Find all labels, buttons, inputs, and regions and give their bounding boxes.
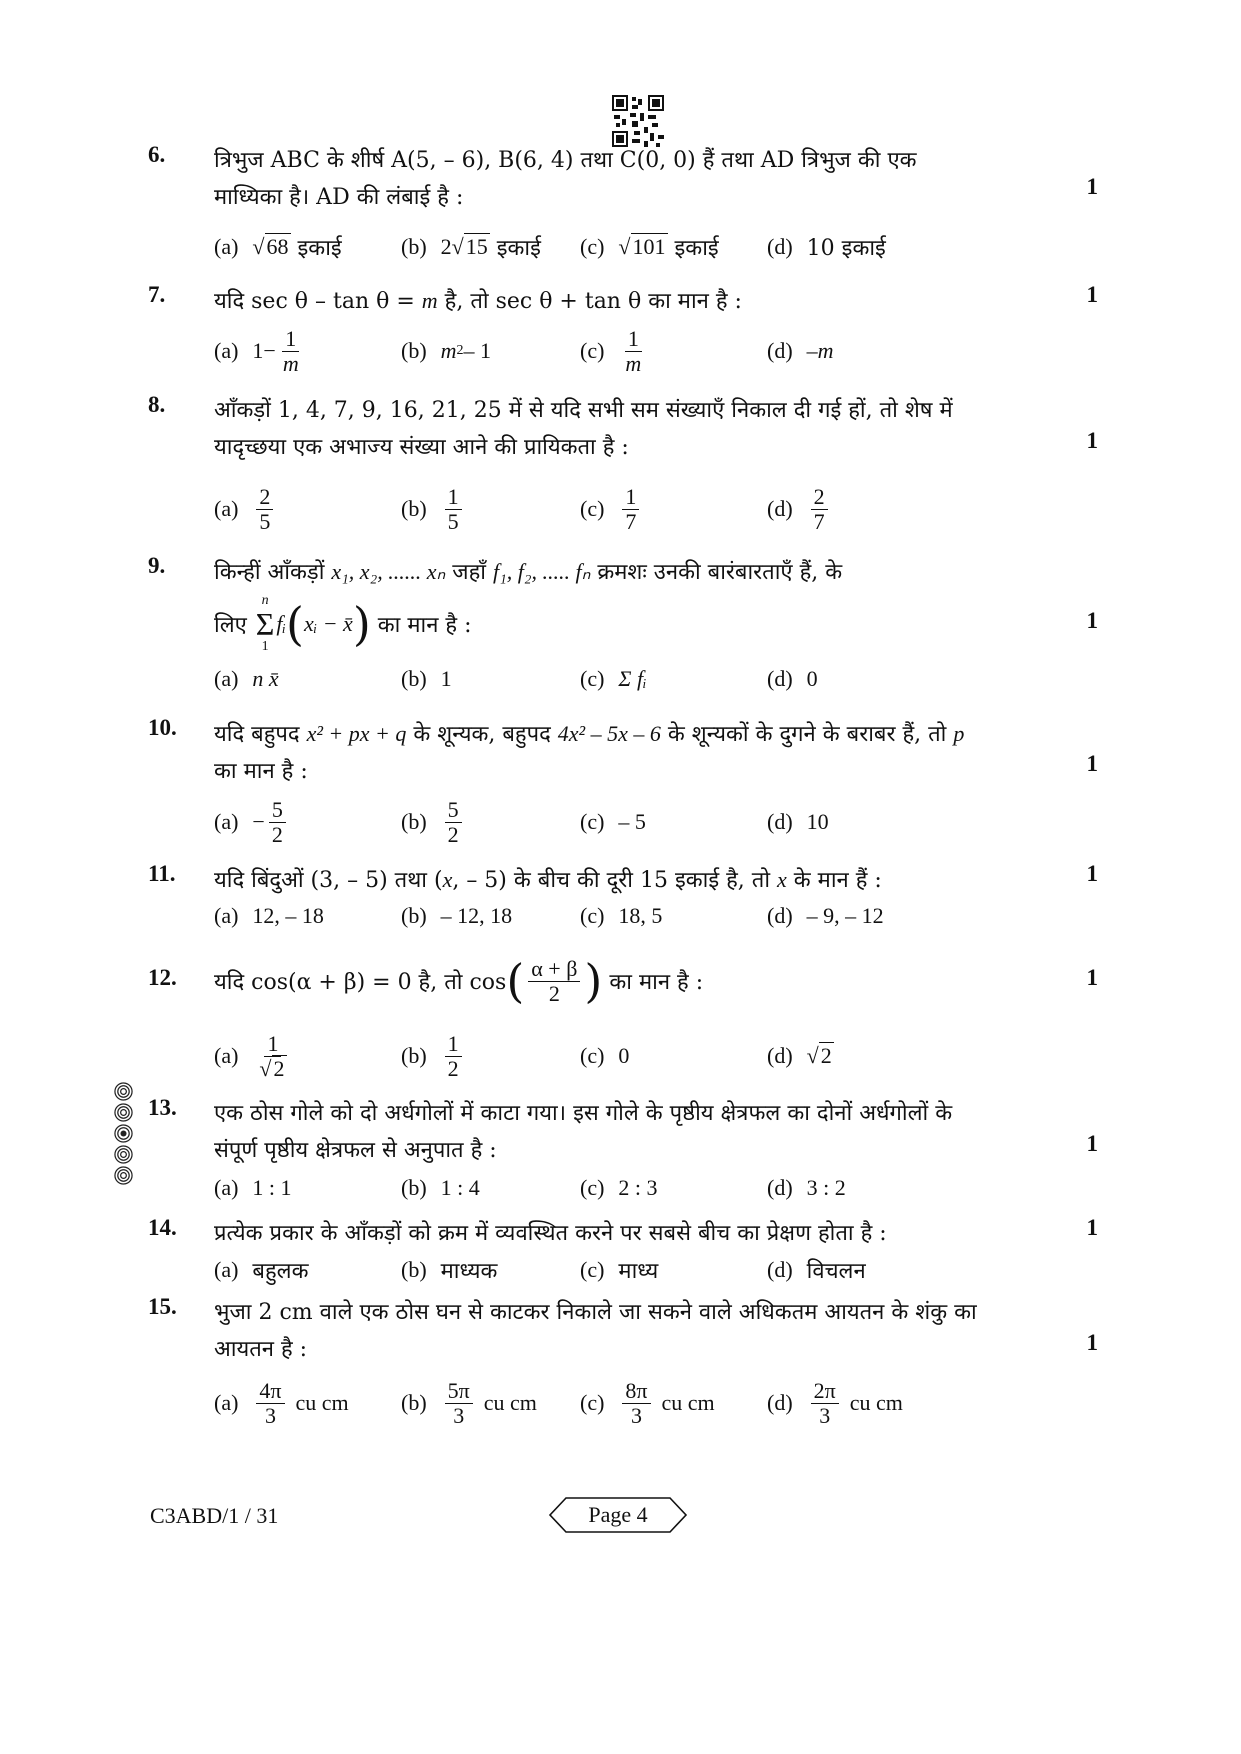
option-d: (d) 10 इकाई <box>767 234 886 261</box>
option-d: (d) $\frac{2\pi}{3}$ cu cm <box>767 1378 903 1428</box>
option-c: (c) $\frac{1}{m}$ <box>580 320 648 382</box>
option-d: (d) – m <box>767 338 834 363</box>
spiral-icon <box>114 1103 133 1122</box>
options <box>214 478 1114 540</box>
options <box>214 1167 1114 1209</box>
spiral-icon <box>114 1166 133 1185</box>
qr-code <box>612 95 664 147</box>
options <box>214 895 1114 937</box>
question-8 <box>148 392 1098 542</box>
question-number: 15. <box>148 1294 177 1319</box>
option-d: (d) $\frac{2}{7}$ <box>767 478 832 540</box>
fraction: $\frac{1}{√2}$ <box>259 1031 285 1081</box>
option-c: (c) $\frac{1}{7}$ <box>580 478 643 540</box>
option-c: (c) – 5 <box>580 809 646 834</box>
option-c: (c) $\frac{8\pi}{3}$ cu cm <box>580 1378 715 1428</box>
question-text: यदि sec θ – tan θ = m है, तो sec θ + tan θ का मान है : <box>214 288 742 314</box>
question-number: 9. <box>148 553 166 578</box>
option-a: (a) − $\frac{5}{2}$ <box>214 791 290 853</box>
fraction: $\frac{1}{m}$ <box>282 326 299 376</box>
fraction: $\frac{2\pi}{3}$ <box>811 1379 839 1426</box>
question-number: 11. <box>148 861 176 886</box>
fraction: $\frac{1}{m}$ <box>625 326 642 376</box>
option-a: (a) 1 : 1 <box>214 1175 292 1200</box>
question-text: भुजा 2 cm वाले एक ठोस घन से काटकर निकाले जा सकने वाले अधिकतम आयतन के शंकु का आयतन है : <box>214 1300 977 1362</box>
options <box>214 791 1114 853</box>
option-c: (c) 0 <box>580 1043 630 1068</box>
question-9 <box>148 553 1098 708</box>
question-text: यदि बिंदुओं (3, – 5) तथा (x, – 5) के बीच की दूरी 15 इकाई है, तो x के मान हैं : <box>214 867 882 893</box>
spiral-icon <box>114 1124 133 1143</box>
question-12 <box>148 945 1098 1085</box>
option-b: (b) $\frac{5\pi}{3}$ cu cm <box>401 1378 537 1428</box>
question-number: 13. <box>148 1095 177 1120</box>
option-c: (c) Σ fᵢ <box>580 666 647 691</box>
paper-code: C3ABD/1 / 31 <box>150 1503 279 1528</box>
marks: 1 <box>1086 1215 1098 1240</box>
option-b: (b) 2 √15 इकाई <box>401 234 541 261</box>
option-b: (b) – 12, 18 <box>401 903 513 928</box>
marks: 1 <box>1086 1131 1098 1156</box>
option-d: (d) 3 : 2 <box>767 1175 846 1200</box>
fraction: $\frac{8\pi}{3}$ <box>622 1379 650 1426</box>
marks: 1 <box>1086 428 1098 453</box>
option-a: (a) $\frac{1}{√2}$ <box>214 1023 294 1089</box>
spiral-icon <box>114 1145 133 1164</box>
fraction: $\frac{2}{7}$ <box>811 485 828 532</box>
sqrt: √68 <box>252 234 289 259</box>
option-b: (b) 1 : 4 <box>401 1175 480 1200</box>
question-number: 8. <box>148 392 166 417</box>
options <box>214 1372 1114 1434</box>
question-7 <box>148 282 1098 392</box>
question-13 <box>148 1095 1098 1205</box>
option-d: (d) – 9, – 12 <box>767 903 884 928</box>
page-number: Page 4 <box>588 1502 648 1527</box>
options <box>214 1023 1114 1089</box>
question-14 <box>148 1215 1098 1293</box>
option-d: (d) विचलन <box>767 1257 866 1284</box>
page-number-badge <box>548 1494 688 1536</box>
option-b: (b) माध्यक <box>401 1257 498 1284</box>
option-a: (a) √68 इकाई <box>214 234 342 261</box>
marks: 1 <box>1086 174 1098 199</box>
question-text: आँकड़ों 1, 4, 7, 9, 16, 21, 25 में से यदि सभी सम संख्याएँ निकाल दी गई हों, तो शेष में यादृच्छया एक अभाज्य संख्या आने की प्रायिकता है : <box>214 398 953 460</box>
summation: n Σ 1 <box>255 593 275 654</box>
question-text: प्रत्येक प्रकार के आँकड़ों को क्रम में व्यवस्थित करने पर सबसे बीच का प्रेक्षण होता है : <box>214 1221 887 1246</box>
options <box>214 658 1114 700</box>
marks: 1 <box>1086 1330 1098 1355</box>
question-10 <box>148 715 1098 855</box>
question-number: 6. <box>148 142 166 167</box>
question-text: यदि cos(α + β) = 0 है, तो cos ( $\frac{\alpha + \beta}{2}$ ) का मान है : <box>214 954 704 1008</box>
question-number: 14. <box>148 1215 177 1240</box>
marks: 1 <box>1086 751 1098 776</box>
marks: 1 <box>1086 965 1098 990</box>
fraction: $\frac{1}{2}$ <box>445 1032 462 1079</box>
question-6 <box>148 142 1098 267</box>
option-a: (a) $\frac{4\pi}{3}$ cu cm <box>214 1378 349 1428</box>
options <box>214 1249 1114 1291</box>
fraction: $\frac{4\pi}{3}$ <box>256 1379 284 1426</box>
option-a: (a) 1− $\frac{1}{m}$ <box>214 320 306 382</box>
question-text: यदि बहुपद x² + px + q के शून्यक, बहुपद 4x² – 5x – 6 के शून्यकों के दुगने के बराबर हैं, तो p का मान है : <box>214 721 965 784</box>
fraction: $\frac{5}{2}$ <box>269 798 286 845</box>
options <box>214 222 1114 272</box>
option-d: (d) 10 <box>767 809 829 834</box>
option-d: (d) 0 <box>767 666 818 691</box>
option-a: (a) n x̄ <box>214 666 279 691</box>
option-a: (a) 12, – 18 <box>214 903 324 928</box>
question-text: एक ठोस गोले को दो अर्धगोलों में काटा गया। इस गोले के पृष्ठीय क्षेत्रफल का दोनों अर्धगोलों के संपूर्ण पृष्ठीय क्षेत्रफल से अनुपात है : <box>214 1101 953 1163</box>
question-11 <box>148 861 1098 941</box>
option-b: (b) $\frac{1}{2}$ <box>401 1023 466 1089</box>
margin-spirals <box>114 1082 136 1187</box>
question-15 <box>148 1294 1098 1444</box>
summation-line: लिए n Σ 1 fᵢ ( xᵢ − x̄ ) का मान है : <box>214 593 472 654</box>
fraction: $\frac{1}{5}$ <box>445 485 462 532</box>
spiral-icon <box>114 1082 133 1101</box>
marks: 1 <box>1086 861 1098 886</box>
question-text: त्रिभुज ABC के शीर्ष A(5, – 6), B(6, 4) तथा C(0, 0) हैं तथा AD त्रिभुज की एक माध्यिका है। AD की लंबाई है : <box>214 148 917 210</box>
question-number: 7. <box>148 282 166 307</box>
fraction: $\frac{5\pi}{3}$ <box>445 1379 473 1426</box>
fraction: $\frac{1}{7}$ <box>622 485 639 532</box>
fraction: $\frac{5}{2}$ <box>445 798 462 845</box>
question-number: 12. <box>148 965 177 990</box>
marks: 1 <box>1086 608 1098 633</box>
option-a: (a) बहुलक <box>214 1257 309 1284</box>
options <box>214 320 1114 382</box>
fraction: $\frac{\alpha + \beta}{2}$ <box>528 957 580 1004</box>
option-b: (b) $\frac{5}{2}$ <box>401 791 466 853</box>
option-c: (c) माध्य <box>580 1257 659 1284</box>
option-a: (a) $\frac{2}{5}$ <box>214 478 277 540</box>
option-b: (b) $\frac{1}{5}$ <box>401 478 466 540</box>
fraction: $\frac{2}{5}$ <box>256 485 273 532</box>
question-number: 10. <box>148 715 177 740</box>
marks: 1 <box>1086 282 1098 307</box>
option-d: (d) √2 <box>767 1043 832 1068</box>
option-b: (b) 1 <box>401 666 452 691</box>
option-c: (c) √101 इकाई <box>580 234 719 261</box>
option-c: (c) 18, 5 <box>580 903 663 928</box>
option-c: (c) 2 : 3 <box>580 1175 658 1200</box>
sqrt: √2 <box>806 1043 832 1068</box>
option-b: (b) m 2 – 1 <box>401 338 492 363</box>
sqrt: √15 <box>451 234 488 259</box>
sqrt: √101 <box>618 234 666 259</box>
question-text: किन्हीं आँकड़ों x₁, x₂, ...... xₙ जहाँ f₁, f₂, ..... fₙ क्रमशः उनकी बारंबारताएँ हैं, के <box>214 559 843 585</box>
